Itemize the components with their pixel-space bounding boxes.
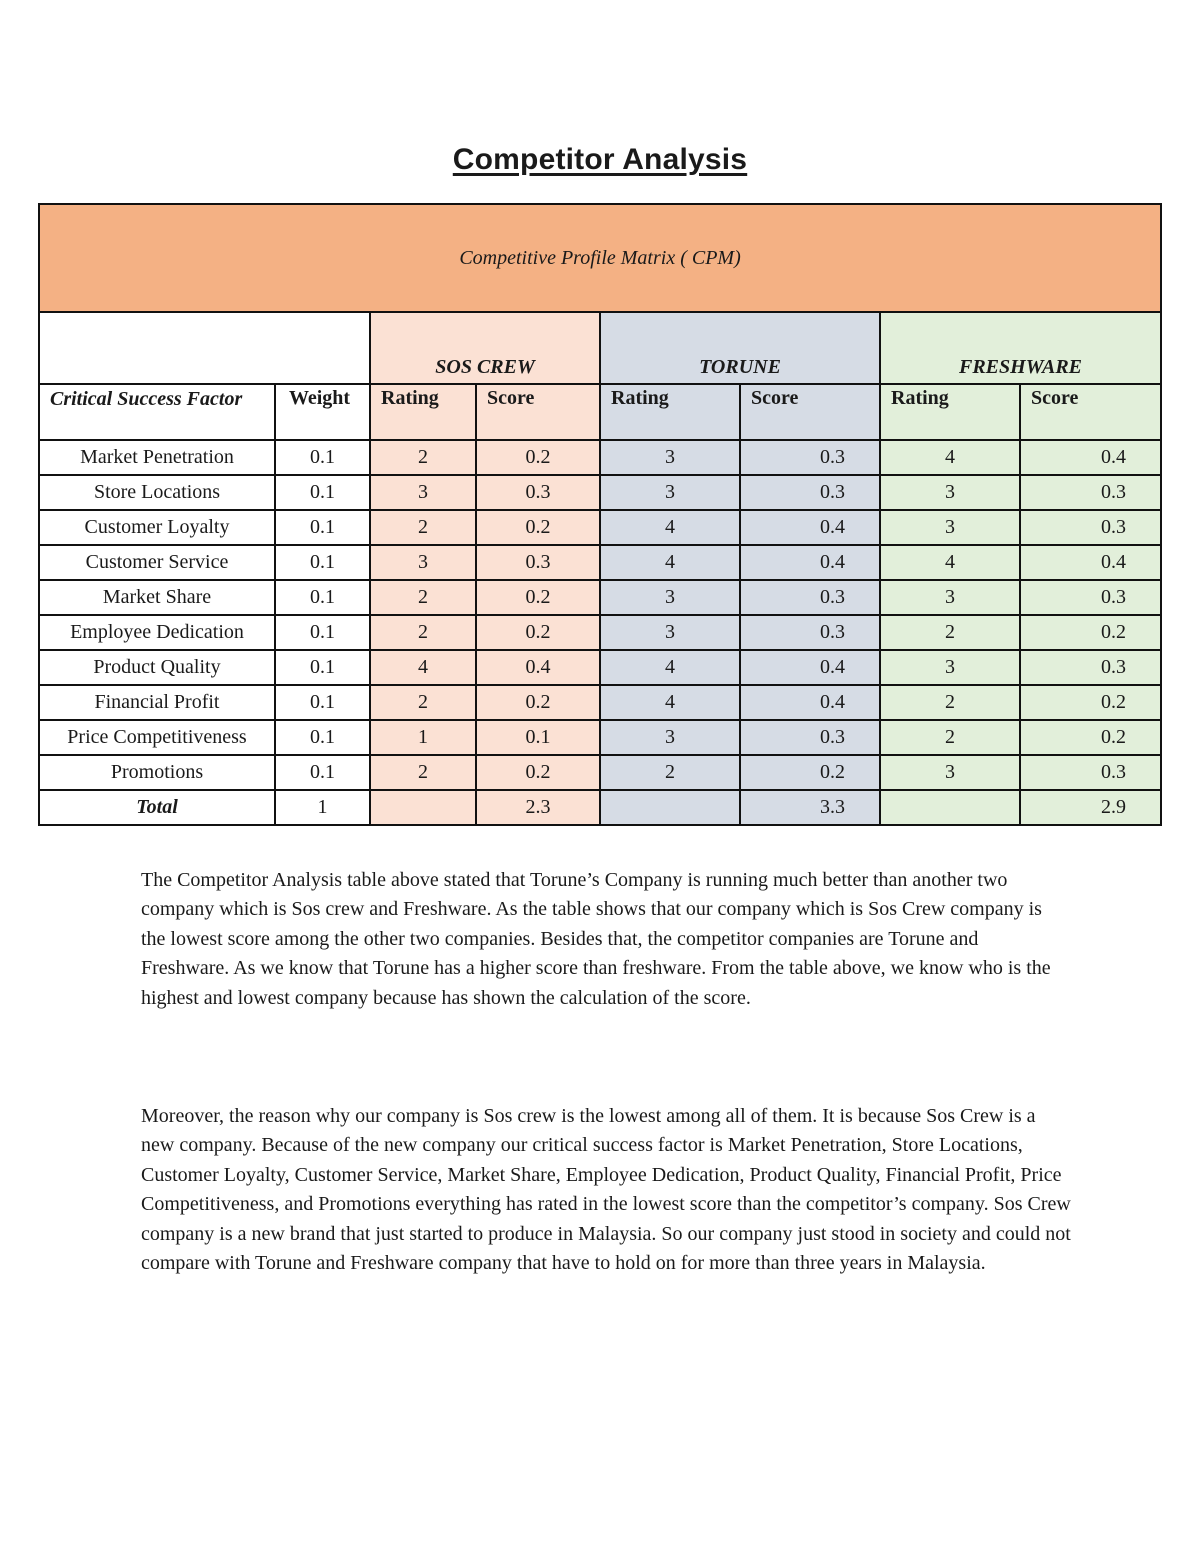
torune-score-cell: 0.4 bbox=[740, 545, 880, 580]
factor-cell: Market Share bbox=[39, 580, 275, 615]
torune-score-cell: 0.2 bbox=[740, 755, 880, 790]
freshware-score-cell: 0.3 bbox=[1020, 475, 1161, 510]
total-torune-score: 3.3 bbox=[740, 790, 880, 825]
sos-score-cell: 0.2 bbox=[476, 510, 600, 545]
table-row bbox=[39, 580, 1161, 615]
freshware-rating-cell: 3 bbox=[880, 580, 1020, 615]
torune-rating-cell: 3 bbox=[600, 580, 740, 615]
weight-cell: 0.1 bbox=[275, 650, 370, 685]
weight-cell: 0.1 bbox=[275, 720, 370, 755]
sos-rating-cell: 3 bbox=[370, 545, 476, 580]
weight-cell: 0.1 bbox=[275, 580, 370, 615]
factor-cell: Store Locations bbox=[39, 475, 275, 510]
table-row bbox=[39, 510, 1161, 545]
torune-score-cell: 0.4 bbox=[740, 510, 880, 545]
freshware-rating-cell: 3 bbox=[880, 755, 1020, 790]
sos-score-cell: 0.3 bbox=[476, 475, 600, 510]
freshware-score-cell: 0.3 bbox=[1020, 510, 1161, 545]
total-weight: 1 bbox=[275, 790, 370, 825]
header-sos-score: Score bbox=[476, 384, 600, 440]
torune-score-cell: 0.4 bbox=[740, 685, 880, 720]
torune-score-cell: 0.3 bbox=[740, 475, 880, 510]
total-row bbox=[39, 790, 1161, 825]
cpm-banner: Competitive Profile Matrix ( CPM) bbox=[39, 204, 1161, 312]
torune-rating-cell: 2 bbox=[600, 755, 740, 790]
total-sos-rating bbox=[370, 790, 476, 825]
sos-rating-cell: 2 bbox=[370, 685, 476, 720]
company-freshware: FRESHWARE bbox=[880, 312, 1161, 384]
factor-cell: Customer Service bbox=[39, 545, 275, 580]
freshware-rating-cell: 3 bbox=[880, 510, 1020, 545]
company-sos-crew: SOS CREW bbox=[370, 312, 600, 384]
freshware-score-cell: 0.2 bbox=[1020, 720, 1161, 755]
sos-rating-cell: 4 bbox=[370, 650, 476, 685]
sos-score-cell: 0.2 bbox=[476, 615, 600, 650]
analysis-paragraph-1: The Competitor Analysis table above stated that Torune’s Company is running much better than another two company which is Sos crew and Freshware. As the table shows that our company which is Sos Crew company is the lowest score among the other two companies. Besides that, the competitor companies are Torune and Freshware. As we know that Torune has a higher score than freshware. From the table above, we know who is the highest and lowest company because has shown the calculation of the score. bbox=[141, 869, 1051, 1009]
factor-cell: Product Quality bbox=[39, 650, 275, 685]
freshware-rating-cell: 2 bbox=[880, 615, 1020, 650]
freshware-score-cell: 0.2 bbox=[1020, 685, 1161, 720]
freshware-rating-cell: 3 bbox=[880, 650, 1020, 685]
sos-rating-cell: 2 bbox=[370, 580, 476, 615]
sos-rating-cell: 2 bbox=[370, 510, 476, 545]
torune-rating-cell: 4 bbox=[600, 510, 740, 545]
freshware-score-cell: 0.4 bbox=[1020, 545, 1161, 580]
sos-rating-cell: 2 bbox=[370, 440, 476, 475]
torune-rating-cell: 4 bbox=[600, 685, 740, 720]
total-torune-rating bbox=[600, 790, 740, 825]
analysis-paragraph-2: Moreover, the reason why our company is Sos crew is the lowest among all of them. It is because Sos Crew is a new company. Because of the new company our critical success factor is Market Penetration, Store Locations, Customer Loyalty, Customer Service, Market Share, Employee Dedication, Product Quality, Financial Profit, Price Competitiveness, and Promotions everything has rated in the lowest score than the competitor’s company. Sos Crew company is a new brand that just started to produce in Malaysia. So our company just stood in society and could not compare with Torune and Freshware company that have to hold on for more than three years in Malaysia. bbox=[141, 1105, 1071, 1275]
freshware-rating-cell: 4 bbox=[880, 440, 1020, 475]
weight-cell: 0.1 bbox=[275, 615, 370, 650]
torune-rating-cell: 4 bbox=[600, 545, 740, 580]
weight-cell: 0.1 bbox=[275, 440, 370, 475]
torune-score-cell: 0.3 bbox=[740, 720, 880, 755]
table-row bbox=[39, 755, 1161, 790]
sos-rating-cell: 2 bbox=[370, 755, 476, 790]
sos-score-cell: 0.2 bbox=[476, 580, 600, 615]
weight-cell: 0.1 bbox=[275, 685, 370, 720]
table-row bbox=[39, 615, 1161, 650]
total-sos-score: 2.3 bbox=[476, 790, 600, 825]
factor-cell: Financial Profit bbox=[39, 685, 275, 720]
header-freshware-score: Score bbox=[1020, 384, 1161, 440]
sos-score-cell: 0.1 bbox=[476, 720, 600, 755]
torune-score-cell: 0.3 bbox=[740, 615, 880, 650]
torune-rating-cell: 3 bbox=[600, 475, 740, 510]
sos-rating-cell: 3 bbox=[370, 475, 476, 510]
sos-score-cell: 0.2 bbox=[476, 440, 600, 475]
torune-score-cell: 0.3 bbox=[740, 580, 880, 615]
table-row bbox=[39, 440, 1161, 475]
company-torune: TORUNE bbox=[600, 312, 880, 384]
weight-cell: 0.1 bbox=[275, 755, 370, 790]
header-sos-rating: Rating bbox=[370, 384, 476, 440]
torune-rating-cell: 4 bbox=[600, 650, 740, 685]
sos-rating-cell: 1 bbox=[370, 720, 476, 755]
torune-score-cell: 0.3 bbox=[740, 440, 880, 475]
total-label: Total bbox=[39, 790, 275, 825]
table-row bbox=[39, 545, 1161, 580]
total-freshware-score: 2.9 bbox=[1020, 790, 1161, 825]
torune-score-cell: 0.4 bbox=[740, 650, 880, 685]
sos-score-cell: 0.3 bbox=[476, 545, 600, 580]
header-torune-score: Score bbox=[740, 384, 880, 440]
freshware-score-cell: 0.3 bbox=[1020, 580, 1161, 615]
sos-score-cell: 0.2 bbox=[476, 755, 600, 790]
table-row bbox=[39, 720, 1161, 755]
freshware-rating-cell: 4 bbox=[880, 545, 1020, 580]
table-row bbox=[39, 650, 1161, 685]
sos-rating-cell: 2 bbox=[370, 615, 476, 650]
freshware-score-cell: 0.4 bbox=[1020, 440, 1161, 475]
page-title: Competitor Analysis bbox=[452, 143, 748, 176]
weight-cell: 0.1 bbox=[275, 545, 370, 580]
torune-rating-cell: 3 bbox=[600, 440, 740, 475]
table-row bbox=[39, 475, 1161, 510]
freshware-rating-cell: 2 bbox=[880, 720, 1020, 755]
sos-score-cell: 0.2 bbox=[476, 685, 600, 720]
header-critical-success-factor: Critical Success Factor bbox=[39, 384, 275, 440]
weight-cell: 0.1 bbox=[275, 475, 370, 510]
header-torune-rating: Rating bbox=[600, 384, 740, 440]
factor-cell: Employee Dedication bbox=[39, 615, 275, 650]
factor-cell: Customer Loyalty bbox=[39, 510, 275, 545]
empty-header-cell bbox=[39, 312, 370, 384]
torune-rating-cell: 3 bbox=[600, 615, 740, 650]
factor-cell: Price Competitiveness bbox=[39, 720, 275, 755]
table-row bbox=[39, 685, 1161, 720]
weight-cell: 0.1 bbox=[275, 510, 370, 545]
torune-rating-cell: 3 bbox=[600, 720, 740, 755]
factor-cell: Promotions bbox=[39, 755, 275, 790]
cpm-table bbox=[38, 203, 1162, 826]
header-freshware-rating: Rating bbox=[880, 384, 1020, 440]
total-freshware-rating bbox=[880, 790, 1020, 825]
freshware-rating-cell: 2 bbox=[880, 685, 1020, 720]
header-weight: Weight bbox=[275, 384, 370, 440]
freshware-score-cell: 0.3 bbox=[1020, 755, 1161, 790]
factor-cell: Market Penetration bbox=[39, 440, 275, 475]
sos-score-cell: 0.4 bbox=[476, 650, 600, 685]
freshware-score-cell: 0.2 bbox=[1020, 615, 1161, 650]
freshware-score-cell: 0.3 bbox=[1020, 650, 1161, 685]
freshware-rating-cell: 3 bbox=[880, 475, 1020, 510]
